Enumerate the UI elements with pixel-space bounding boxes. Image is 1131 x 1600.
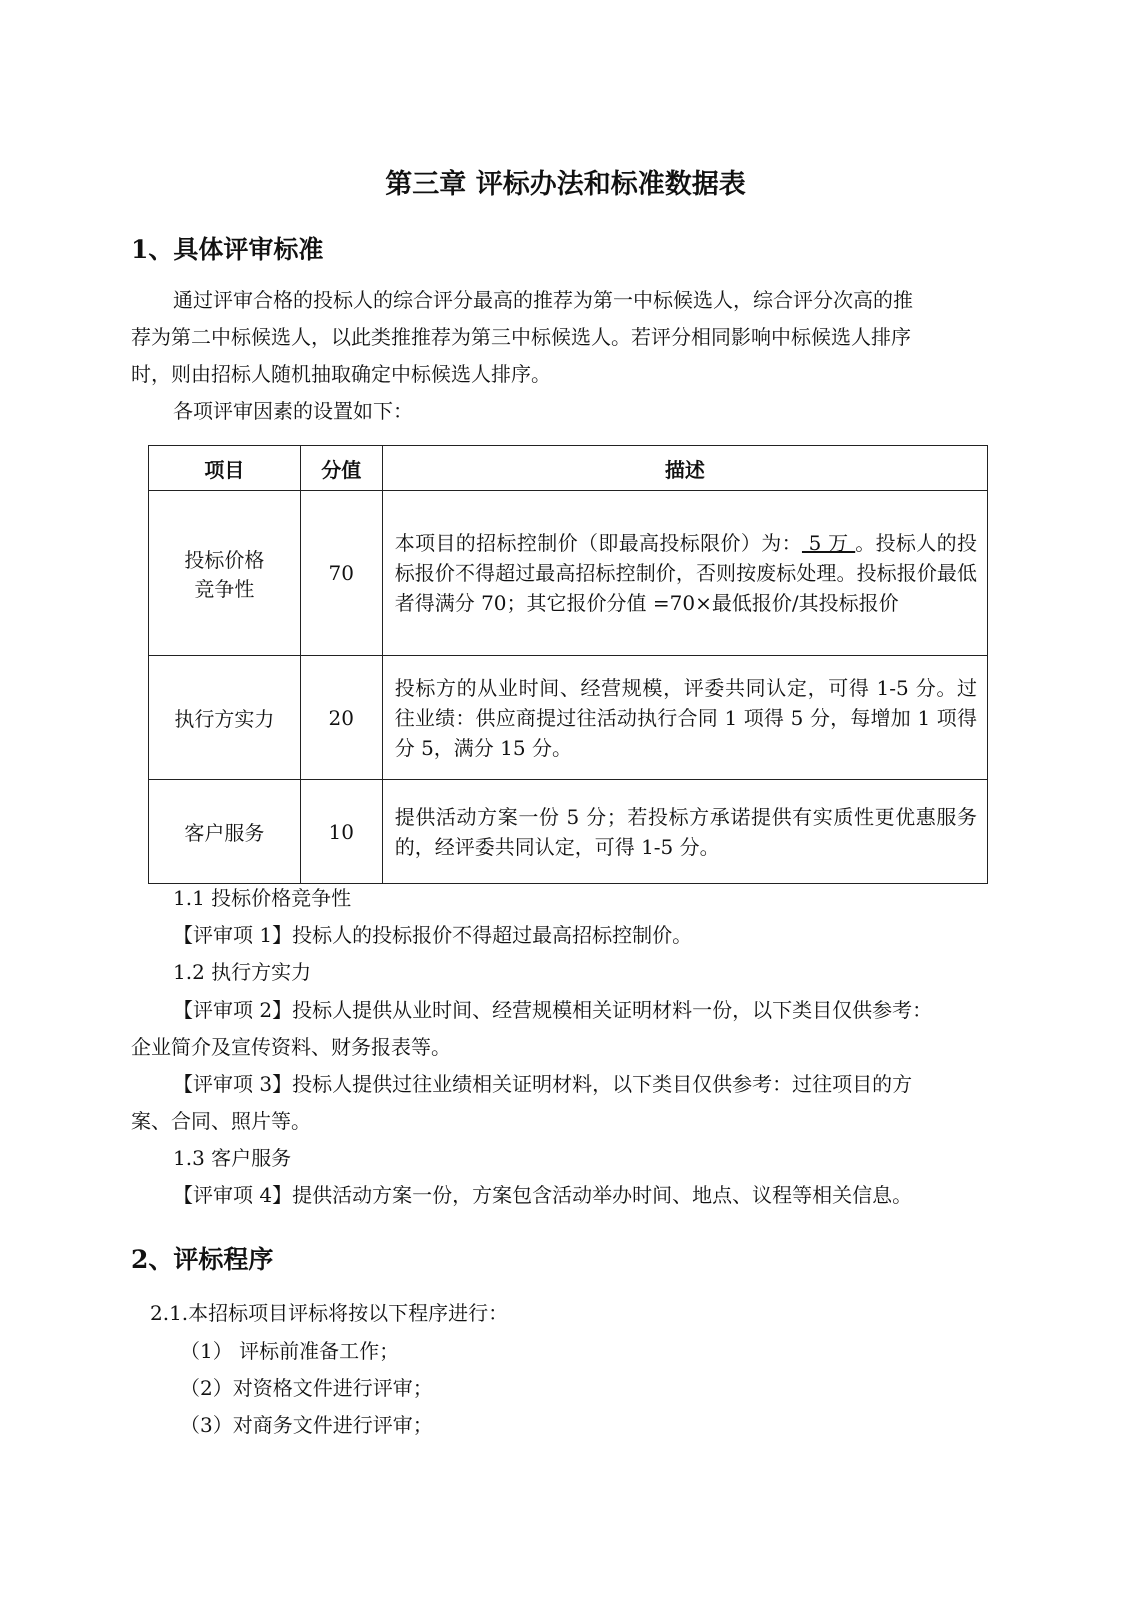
review-item: 【评审项 2】投标人提供从业时间、经营规模相关证明材料一份，以下类目仅供参考： — [173, 998, 933, 1022]
header-score: 分值 — [300, 446, 382, 491]
row-score: 10 — [300, 780, 382, 884]
table-row — [149, 780, 988, 884]
review-item: 【评审项 1】投标人的投标报价不得超过最高招标控制价。 — [173, 923, 693, 947]
procedure-step: （1） 评标前准备工作； — [180, 1339, 400, 1363]
row-score: 20 — [300, 656, 382, 780]
section-heading-criteria: 1、具体评审标准 — [131, 235, 324, 264]
header-item: 项目 — [149, 446, 301, 491]
row-description: 提供活动方案一份 5 分；若投标方承诺提供有实质性更优惠服务的，经评委共同认定，可得 1-5 分。 — [382, 780, 987, 884]
subsection-heading: 1.1 投标价格竞争性 — [173, 886, 352, 910]
row-item: 客户服务 — [149, 780, 301, 884]
control-price: 5 万 — [801, 531, 856, 555]
page-title: 第三章 评标办法和标准数据表 — [385, 169, 746, 200]
review-item-continued: 企业简介及宣传资料、财务报表等。 — [131, 1035, 451, 1059]
factors-intro: 各项评审因素的设置如下： — [173, 399, 413, 423]
row-description — [382, 491, 987, 656]
review-item: 【评审项 4】提供活动方案一份，方案包含活动举办时间、地点、议程等相关信息。 — [173, 1183, 913, 1207]
procedure-intro: 2.1.本招标项目评标将按以下程序进行： — [150, 1301, 509, 1325]
row-item-line: 竞争性 — [194, 577, 255, 601]
review-item: 【评审项 3】投标人提供过往业绩相关证明材料，以下类目仅供参考：过往项目的方 — [173, 1072, 913, 1096]
desc-suffix: 。投标人的投标报价不得超过最高招标控制价，否则按废标处理。投标报价最低者得满分 70；其它报价分值 =70×最低报价/其投标报价 — [394, 531, 978, 615]
section-heading-procedure: 2、评标程序 — [131, 1245, 274, 1274]
desc-prefix: 本项目的招标控制价（即最高投标限价）为： — [394, 531, 802, 555]
row-item: 执行方实力 — [149, 656, 301, 780]
procedure-step: （3）对商务文件进行评审； — [180, 1413, 433, 1437]
table-header-row — [149, 446, 988, 491]
subsection-heading: 1.3 客户服务 — [173, 1146, 292, 1170]
row-item — [149, 491, 301, 656]
row-score: 70 — [300, 491, 382, 656]
intro-line: 通过评审合格的投标人的综合评分最高的推荐为第一中标候选人，综合评分次高的推 — [173, 288, 913, 312]
intro-line: 时，则由招标人随机抽取确定中标候选人排序。 — [131, 362, 551, 386]
row-description: 投标方的从业时间、经营规模，评委共同认定，可得 1-5 分。过往业绩：供应商提过往活动执行合同 1 项得 5 分，每增加 1 项得分 5，满分 15 分。 — [382, 656, 987, 780]
table-row — [149, 491, 988, 656]
evaluation-table — [148, 445, 988, 884]
review-item-continued: 案、合同、照片等。 — [131, 1109, 311, 1133]
intro-line: 荐为第二中标候选人，以此类推推荐为第三中标候选人。若评分相同影响中标候选人排序 — [131, 325, 911, 349]
header-description: 描述 — [382, 446, 987, 491]
row-item-line: 投标价格 — [184, 548, 265, 572]
table-row — [149, 656, 988, 780]
procedure-step: （2）对资格文件进行评审； — [180, 1376, 433, 1400]
subsection-heading: 1.2 执行方实力 — [173, 960, 312, 984]
